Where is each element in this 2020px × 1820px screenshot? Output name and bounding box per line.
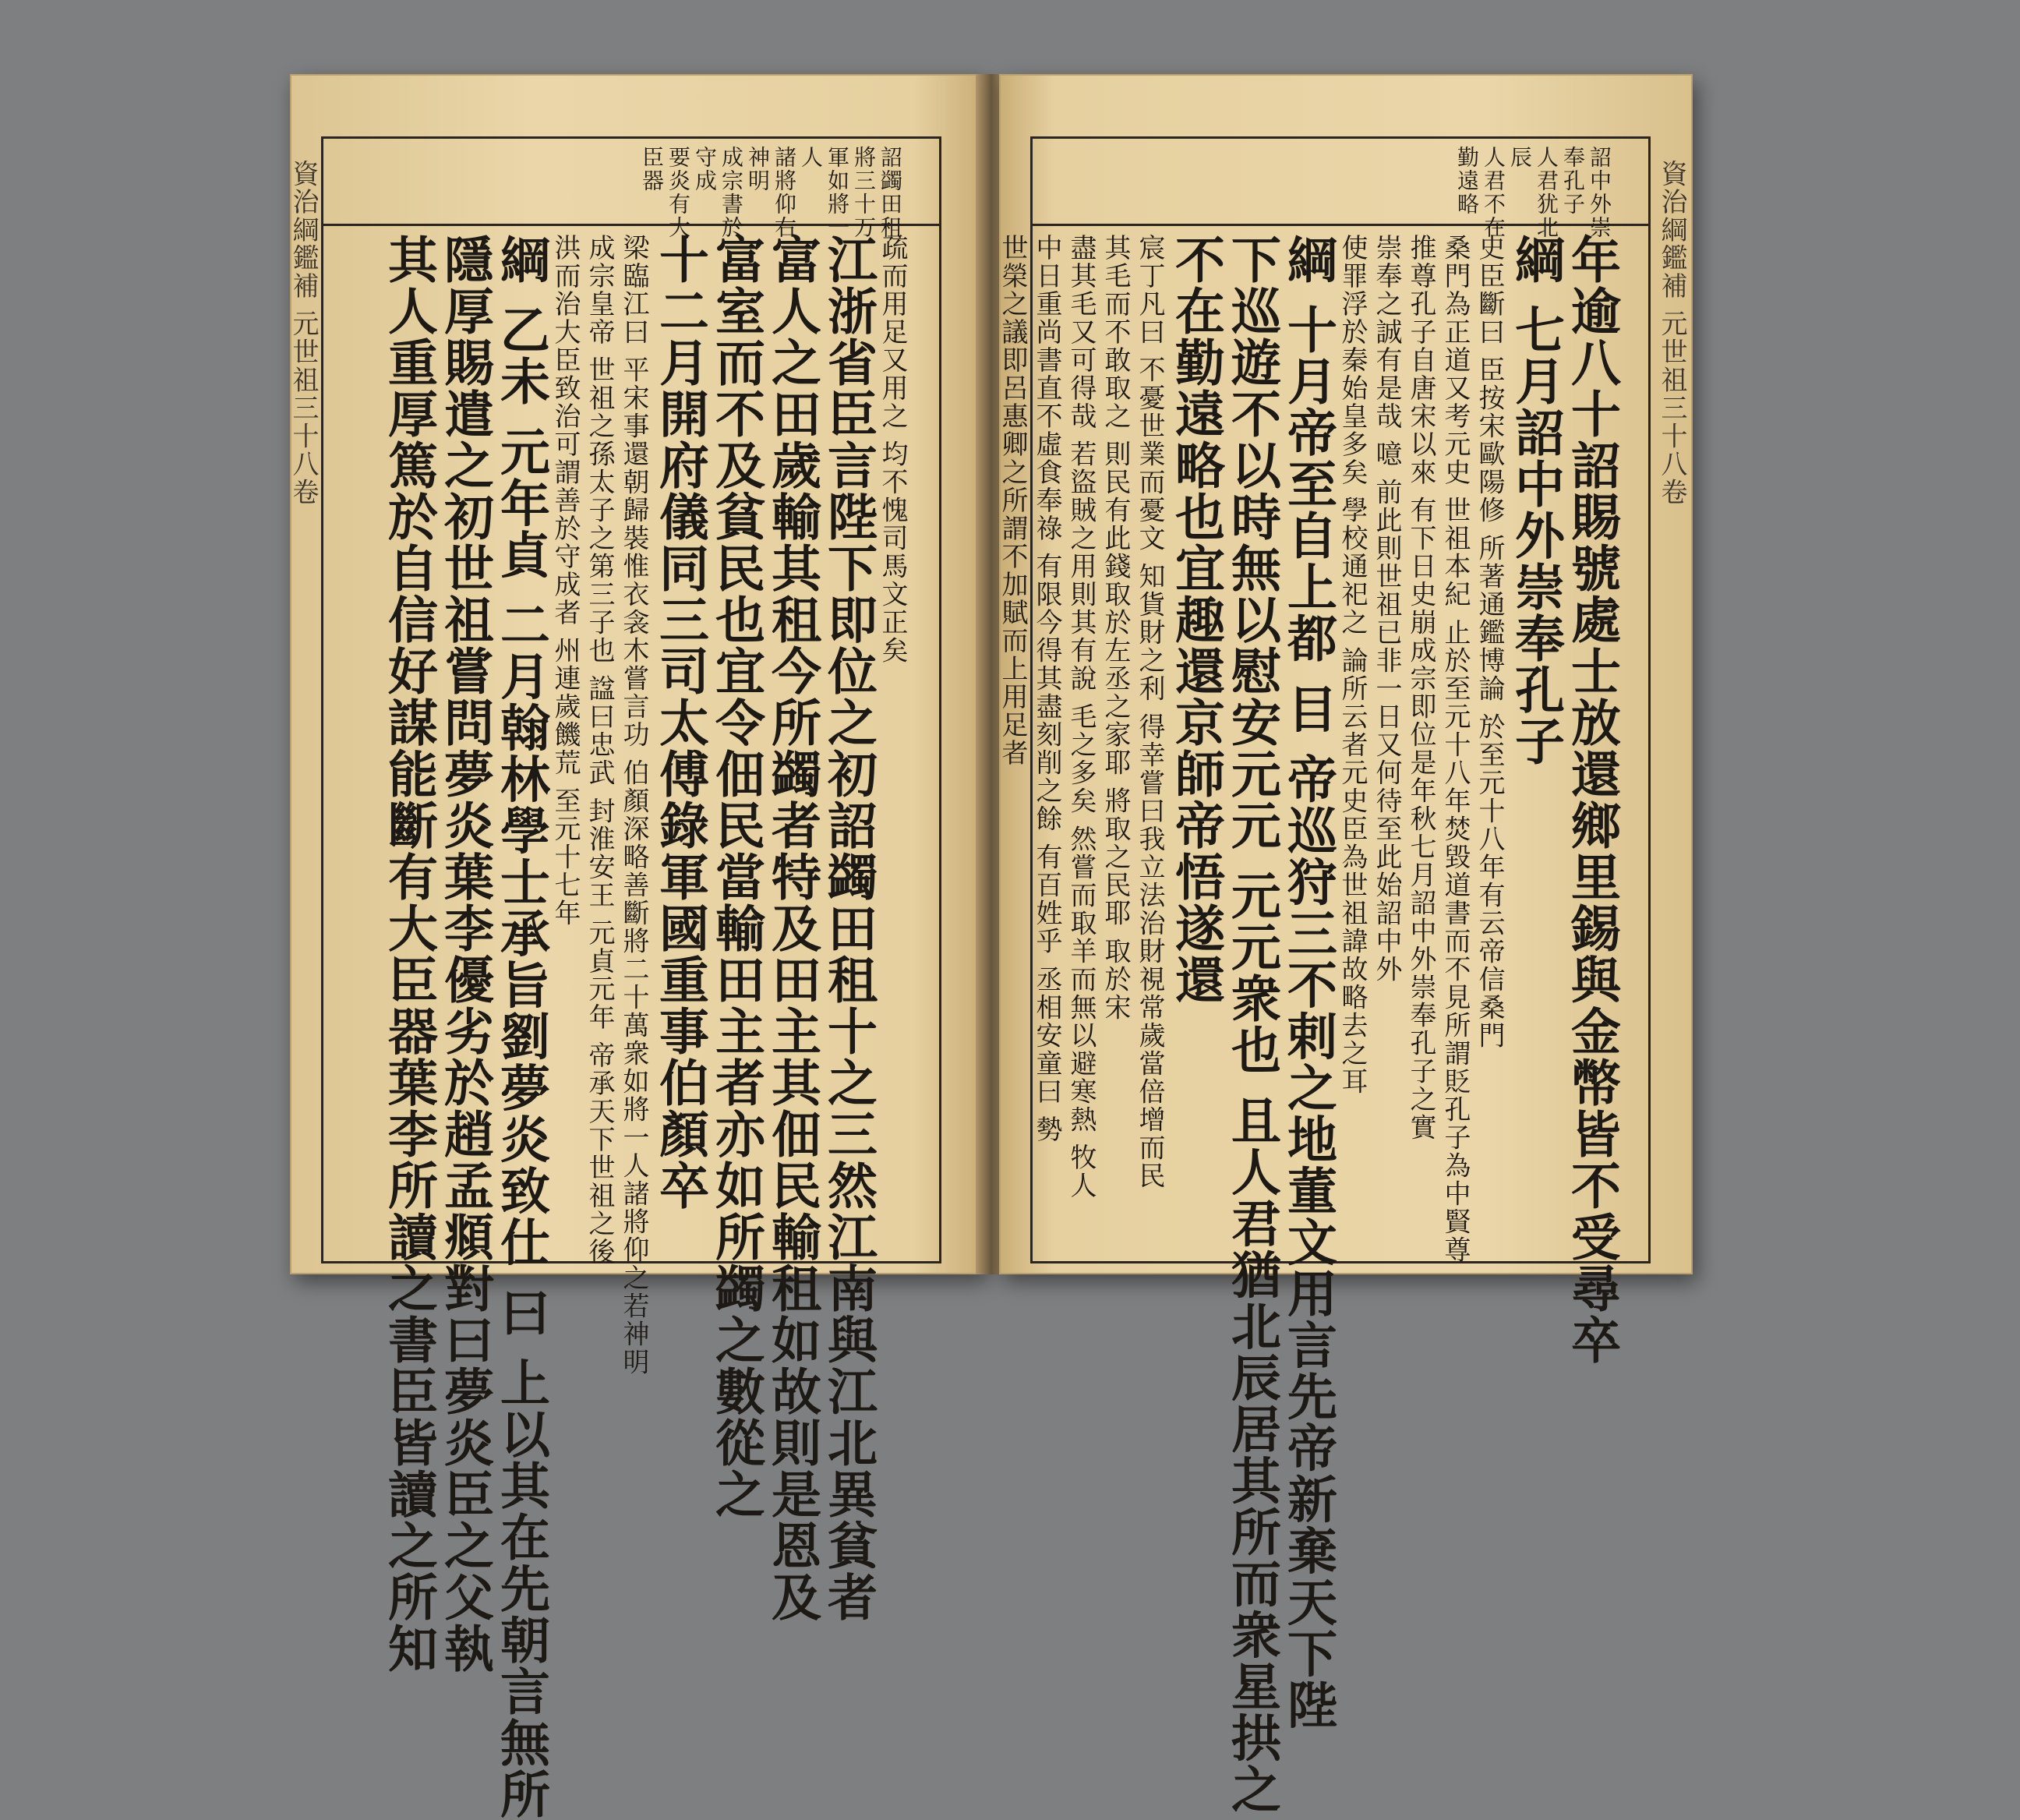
left-margin-title: 資治綱鑑補 元世祖三十八卷 [288,160,319,507]
right-text-column: 年逾八十詔賜號處士放還鄉里錫與金幣皆不受尋卒 [1563,234,1621,1366]
right-page [997,74,1693,1815]
right-text-column: 盡其毛又可得哉 若盜賊之用則其有說 毛之多矣 然嘗而取羊而無以避寒熱 牧人 [1065,234,1097,1200]
right-text-column: 推尊孔子自唐宋以來 有下日史崩成宗即位是年秋七月詔中外崇奉孔子之實 [1405,234,1436,1142]
left-text-column: 富室而不及貧民也宜令佃民當輸田主者亦如所蠲之數從之 [707,234,765,1520]
right-text-column: 其毛而不敢取之 則民有此錢取於左丞之家耶 將取之民耶 取於宋 [1100,234,1131,1022]
right-text-column: 史臣斷曰 臣按宋歐陽修 所著通鑑博論 於至元十八年有云帝信桑門 [1474,234,1505,1050]
left-text-column: 梁臨江曰 平宋事還朝歸裝惟衣衾木嘗言功 伯顏深略善斷將二十萬衆如將一人諸將仰之若神明 [618,234,649,1376]
right-head-note: 人君犹北 [1534,146,1559,239]
right-text-column: 宸丁凡曰 不憂世業而憂文 知貨財之利 得幸嘗曰我立法治財視常歲當倍增而民 [1134,234,1165,1190]
right-text-column: 崇奉之誠有是哉 噫 前此則世祖已非一日又何待至此始詔中外 [1371,234,1402,984]
right-text-column: 使罪浮於秦始皇多矣 學校通祀之 論所云者元史臣為世祖諱故略去之耳 [1337,234,1368,1096]
left-text-column: 成宗皇帝 世祖之孫太子之第三子也 諡曰忠武 封淮安王 元貞元年 帝承天下世祖之後 [584,234,615,1267]
right-head-note: 奉孔子 [1560,146,1586,216]
right-head-note: 詔中外崇 [1587,146,1612,239]
left-head-note: 將三十万 [851,146,877,239]
left-head-note: 臣器 [639,146,665,193]
right-margin-title: 資治綱鑑補 元世祖三十八卷 [1656,160,1687,507]
left-text-column: 隱厚賜遣之初世祖嘗問夢炎葉李優劣於趙孟頫對曰夢炎臣之父執 [436,234,494,1674]
left-head-note: 成宗書於 [719,146,744,239]
left-text-column: 富人之田歲輸其租今所蠲者特及田主其佃民輸租如故則是恩及 [763,234,821,1623]
right-text-column: 綱 十月帝至自上都 目 帝巡狩三不剌之地董文用言先帝新棄天下陛 [1279,234,1337,1731]
open-book [288,74,1693,1820]
left-text-column: 其人重厚篤於自信好謀能斷有大臣器葉李所讀之書臣皆讀之所知 [380,234,438,1674]
left-head-note: 人 [798,146,824,169]
left-head-note: 神明 [745,146,771,193]
right-head-note: 勤遠略 [1454,146,1480,216]
left-text-column: 疏而用足又用之 均不愧司馬文正矣 [877,234,908,665]
right-text-column: 桑門為正道又考元史 世祖本紀 止於至元十八年焚毀道書而不見所謂貶孔子為中賢尊 [1439,234,1471,1264]
right-text-column: 不在勤遠略也宜趣還京師帝悟遂還 [1167,234,1225,1005]
left-head-note: 要炎有大 [666,146,691,239]
right-head-note: 辰 [1507,146,1533,169]
right-text-column: 世榮之議即呂惠卿之所謂不加賦而上用足者 [997,234,1028,767]
left-head-note: 軍如將一 [825,146,850,239]
left-text-column: 洪而治大臣致治可謂善於守成者 州連歲饑荒 至元十七年 [549,234,581,928]
right-text-column: 綱 七月詔中外崇奉孔子 [1506,234,1565,768]
left-text-column: 綱 乙未 元年貞 二月翰林學士承旨劉夢炎致仕 曰 上以其在先朝言無所 [492,234,550,1820]
left-text-column: 十二月開府儀同三司太傅錄軍國重事伯顏卒 [651,234,709,1211]
right-text-column: 下巡遊不以時無以慰安元元 元元衆也 且人君猶北辰居其所而衆星拱之 [1223,234,1281,1815]
right-text-column: 中日重尚書直不虛食奉祿 有限今得其盡刻削之餘 有百姓乎 丞相安童曰 勢 [1031,234,1062,1144]
right-head-note: 人君不在 [1481,146,1506,239]
left-page [288,74,984,1820]
left-head-note: 詔蠲田租 [878,146,903,239]
left-head-note: 守成 [692,146,718,193]
left-text-column: 江浙省臣言陛下即位之初詔蠲田租十之三然江南與江北異貧者 [819,234,878,1623]
left-head-note: 諸將仰右 [772,146,797,239]
